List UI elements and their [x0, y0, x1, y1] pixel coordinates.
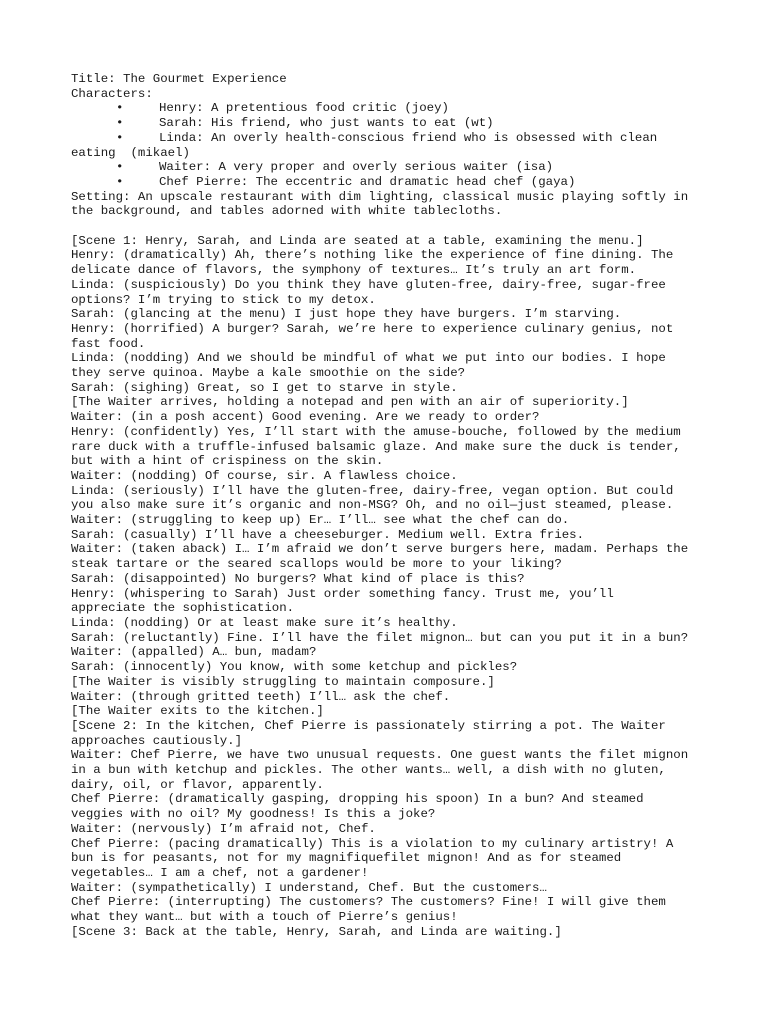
script-line: Henry: (horrified) A burger? Sarah, we’re here to experience culinary genius, not [71, 321, 674, 336]
script-line: [The Waiter exits to the kitchen.] [71, 704, 324, 719]
script-line: Sarah: (glancing at the menu) I just hope they have burgers. I’m starving. [71, 307, 622, 322]
script-line: Waiter: (nervously) I’m afraid not, Chef. [71, 821, 376, 836]
script-line: Waiter: (in a posh accent) Good evening. Are we ready to order? [71, 410, 540, 425]
character-text: Chef Pierre: The eccentric and dramatic head chef (gaya) [159, 174, 576, 189]
script-line: appreciate the sophistication. [71, 601, 295, 616]
characters-label: Characters: [71, 86, 153, 101]
script-line: they serve quinoa. Maybe a kale smoothie on the side? [71, 366, 466, 381]
script-line: Linda: (nodding) Or at least make sure it’s healthy. [71, 616, 458, 630]
script-line: Linda: (nodding) And we should be mindful of what we put into our bodies. I hope [71, 351, 666, 366]
script-line: Waiter: (through gritted teeth) I’ll… ask the chef. [71, 689, 451, 704]
script-line: Henry: (whispering to Sarah) Just order something fancy. Trust me, you’ll [71, 586, 614, 601]
setting-line: the background, and tables adorned with white tablecloths. [71, 204, 503, 219]
script-line: steak tartare or the seared scallops would be more to your liking? [71, 557, 562, 572]
bullet-icon: • [116, 160, 124, 175]
script-line: delicate dance of flavors, the symphony of textures… It’s truly an art form. [71, 263, 637, 278]
script-line: Sarah: (casually) I’ll have a cheeseburger. Medium well. Extra fries. [71, 527, 585, 542]
script-line: Linda: (seriously) I’ll have the gluten-free, dairy-free, vegan option. But could [71, 483, 674, 498]
bullet-icon: • [116, 174, 124, 189]
document-page [71, 72, 701, 939]
character-item [71, 101, 701, 116]
title-line: Title: The Gourmet Experience [71, 72, 287, 86]
character-text: Henry: A pretentious food critic (joey) [159, 101, 449, 116]
setting-line: Setting: An upscale restaurant with dim lighting, classical music playing softly in [71, 189, 689, 204]
script-line: Waiter: (appalled) A… bun, madam? [71, 645, 317, 660]
setting-block [71, 190, 701, 219]
script-line: bun is for peasants, not for my magnifiquefilet mignon! And as for steamed [71, 851, 622, 866]
script-line: in a bun with ketchup and pickles. The other wants… well, a dish with no gluten, [71, 763, 666, 778]
character-text: Waiter: A very proper and overly serious waiter (isa) [159, 160, 554, 175]
character-item [71, 116, 701, 131]
script-line: [Scene 2: In the kitchen, Chef Pierre is passionately stirring a pot. The Waiter [71, 718, 666, 733]
blank-line [71, 219, 701, 234]
character-item [71, 131, 701, 146]
script-line: Waiter: (taken aback) I… I’m afraid we don’t serve burgers here, madam. Perhaps the [71, 542, 689, 557]
script-line: options? I’m trying to stick to my detox. [71, 292, 376, 307]
script-line: Waiter: Chef Pierre, we have two unusual requests. One guest wants the filet mignon [71, 748, 689, 763]
script-line: dairy, oil, or flavor, apparently. [71, 777, 324, 792]
character-item [71, 175, 701, 190]
script-line: Linda: (suspiciously) Do you think they have gluten-free, dairy-free, sugar-free [71, 277, 666, 292]
script-line: [Scene 1: Henry, Sarah, and Linda are seated at a table, examining the menu.] [71, 233, 644, 248]
script-line: [Scene 3: Back at the table, Henry, Sarah, and Linda are waiting.] [71, 924, 562, 939]
script-line: Chef Pierre: (dramatically gasping, dropping his spoon) In a bun? And steamed [71, 792, 644, 807]
script-body [71, 234, 701, 940]
script-line: [The Waiter is visibly struggling to maintain composure.] [71, 674, 495, 689]
character-list [71, 101, 701, 189]
script-line: Sarah: (innocently) You know, with some ketchup and pickles? [71, 660, 518, 675]
script-line: Chef Pierre: (pacing dramatically) This is a violation to my culinary artistry! A [71, 836, 674, 851]
script-line: rare duck with a truffle-infused balsamic glaze. And make sure the duck is tender, [71, 439, 681, 454]
character-item [71, 160, 701, 175]
script-line: Sarah: (disappointed) No burgers? What kind of place is this? [71, 571, 525, 586]
script-line: Chef Pierre: (interrupting) The customers? The customers? Fine! I will give them [71, 895, 666, 910]
script-line: Henry: (dramatically) Ah, there’s nothing like the experience of fine dining. The [71, 248, 674, 263]
script-line: what they want… but with a touch of Pierre’s genius! [71, 910, 458, 925]
bullet-icon: • [116, 101, 124, 116]
script-line: Sarah: (sighing) Great, so I get to starve in style. [71, 380, 458, 395]
bullet-icon: • [116, 130, 124, 145]
script-line: but with a hint of crispiness on the skin. [71, 454, 384, 469]
script-line: Waiter: (nodding) Of course, sir. A flawless choice. [71, 468, 458, 483]
script-line: approaches cautiously.] [71, 733, 243, 748]
script-line: Waiter: (struggling to keep up) Er… I’ll… see what the chef can do. [71, 513, 570, 528]
script-line: Henry: (confidently) Yes, I’ll start with the amuse-bouche, followed by the medium [71, 424, 681, 439]
character-text: Linda: An overly health-conscious friend who is obsessed with clean [159, 130, 658, 145]
script-line: [The Waiter arrives, holding a notepad and pen with an air of superiority.] [71, 395, 629, 410]
character-continuation: eating (mikael) [71, 145, 190, 160]
script-line: Waiter: (sympathetically) I understand, Chef. But the customers… [71, 880, 547, 895]
bullet-icon: • [116, 116, 124, 131]
script-line: veggies with no oil? My goodness! Is this a joke? [71, 807, 436, 822]
script-line: Sarah: (reluctantly) Fine. I’ll have the filet mignon… but can you put it in a bun? [71, 630, 689, 645]
script-line: you also make sure it’s organic and non-MSG? Oh, and no oil—just steamed, please. [71, 498, 674, 513]
character-text: Sarah: His friend, who just wants to eat (wt) [159, 116, 494, 131]
script-line: vegetables… I am a chef, not a gardener! [71, 865, 369, 880]
script-line: fast food. [71, 336, 146, 351]
